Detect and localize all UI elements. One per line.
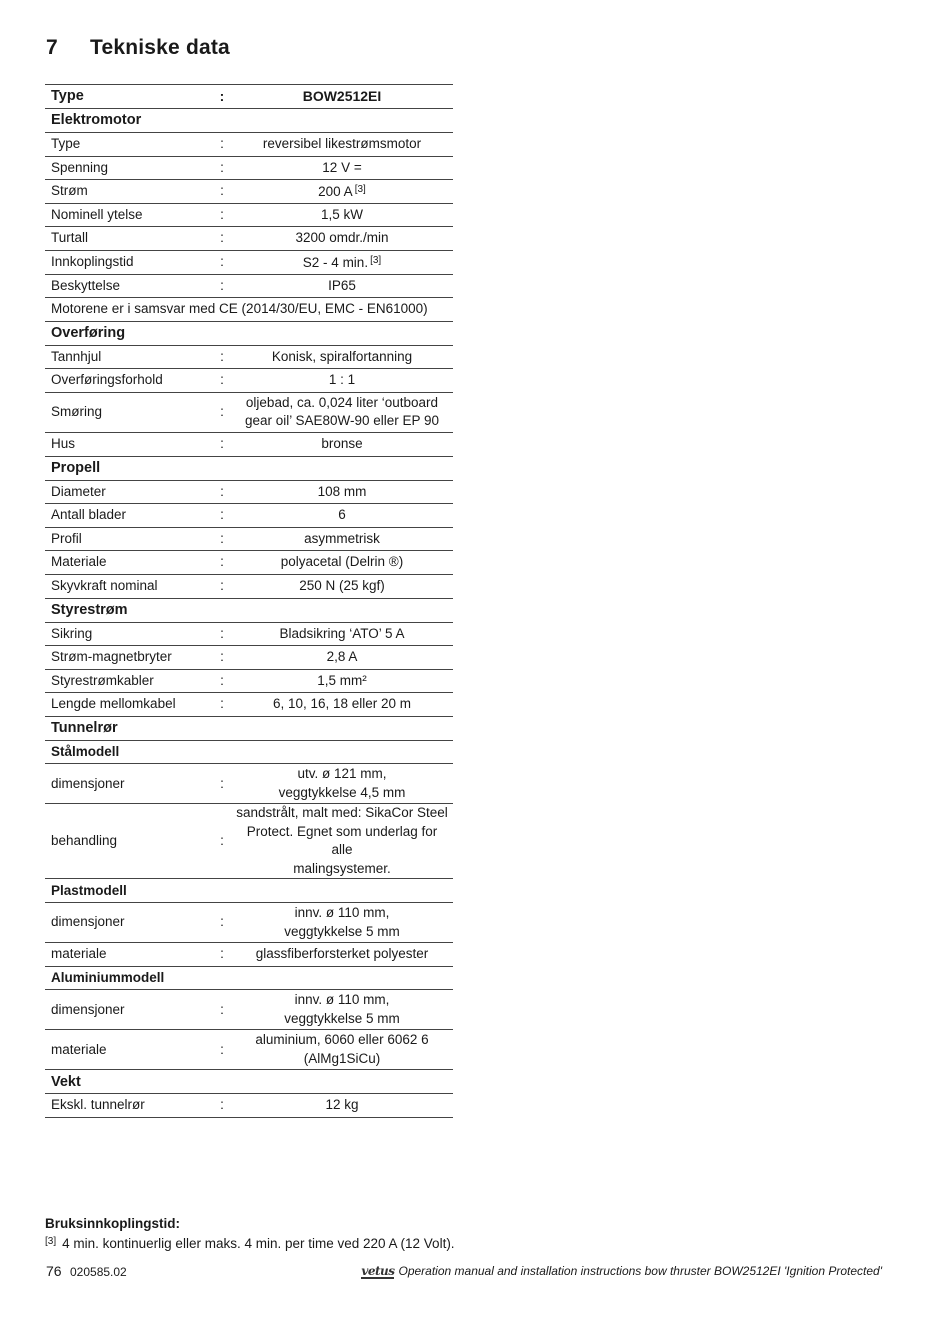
footnote-text: 4 min. kontinuerlig eller maks. 4 min. per time ved 220 A (12 Volt). bbox=[62, 1236, 455, 1251]
row-colon: : bbox=[220, 914, 224, 930]
row-label: dimensjoner bbox=[51, 914, 125, 930]
value-line: malingsystemer. bbox=[293, 860, 391, 876]
row-value: glassfiberforsterket polyester bbox=[255, 946, 429, 962]
table-row bbox=[45, 622, 453, 646]
table-row bbox=[45, 392, 453, 432]
subsection-title-plast: Plastmodell bbox=[51, 882, 127, 898]
row-colon: : bbox=[220, 206, 224, 222]
row-label: Ekskl. tunnelrør bbox=[51, 1097, 145, 1113]
section-row bbox=[45, 109, 453, 133]
section-title-vekt: Vekt bbox=[51, 1073, 81, 1090]
row-label: Turtall bbox=[51, 230, 89, 246]
row-label: Beskyttelse bbox=[51, 277, 121, 293]
row-colon: : bbox=[220, 530, 224, 546]
row-colon: : bbox=[220, 136, 224, 152]
footnote bbox=[45, 1236, 455, 1251]
ce-note: Motorene er i samsvar med CE (2014/30/EU, EMC - EN61000) bbox=[51, 301, 428, 317]
row-colon: : bbox=[220, 833, 224, 849]
value-line: innv. ø 110 mm, bbox=[294, 905, 390, 921]
section-number: 7 bbox=[46, 36, 58, 59]
row-colon: : bbox=[220, 348, 224, 364]
table-header-row bbox=[45, 85, 453, 109]
row-label: Antall blader bbox=[51, 507, 127, 523]
row-label: Skyvkraft nominal bbox=[51, 577, 158, 593]
row-value: 2,8 A bbox=[326, 649, 358, 665]
row-colon: : bbox=[220, 1001, 224, 1017]
table-row bbox=[45, 551, 453, 575]
row-value: 108 mm bbox=[317, 483, 367, 499]
row-colon: : bbox=[220, 507, 224, 523]
table-row bbox=[45, 432, 453, 456]
table-row bbox=[45, 274, 453, 298]
vetus-logo: vetus bbox=[361, 1264, 395, 1278]
subsection-title-stal: Stålmodell bbox=[51, 743, 120, 759]
row-colon: : bbox=[220, 159, 224, 175]
spec-table bbox=[45, 84, 453, 1118]
row-value: 6, 10, 16, 18 eller 20 m bbox=[272, 696, 412, 712]
row-label: Spenning bbox=[51, 159, 109, 175]
row-label: Nominell ytelse bbox=[51, 206, 143, 222]
row-colon: : bbox=[220, 483, 224, 499]
row-label: Innkoplingstid bbox=[51, 254, 134, 270]
footer-title-block bbox=[361, 1264, 882, 1279]
row-label: Type bbox=[51, 136, 81, 152]
row-colon: : bbox=[220, 775, 224, 791]
row-value: 3200 omdr./min bbox=[295, 230, 389, 246]
subsection-row bbox=[45, 879, 453, 903]
table-row bbox=[45, 1094, 453, 1118]
row-value: 1,5 kW bbox=[320, 206, 363, 222]
subsection-title-alu: Aluminiummodell bbox=[51, 969, 165, 985]
row-label: Lengde mellomkabel bbox=[51, 696, 176, 712]
row-value: 250 N (25 kgf) bbox=[299, 577, 385, 593]
row-colon: : bbox=[220, 1041, 224, 1057]
footer-title: Operation manual and installation instructions bow thruster BOW2512EI 'Ignition Protected' bbox=[398, 1264, 882, 1278]
row-value: Bladsikring ‘ATO’ 5 A bbox=[279, 625, 405, 641]
row-value: IP65 bbox=[328, 277, 356, 293]
footnote-ref: [3] bbox=[370, 255, 382, 267]
row-label: dimensjoner bbox=[51, 1001, 125, 1017]
value-line: oljebad, ca. 0,024 liter ‘outboard bbox=[245, 394, 439, 410]
table-row bbox=[45, 693, 453, 717]
row-value: 12 V = bbox=[322, 159, 362, 175]
section-row bbox=[45, 716, 453, 740]
value-line: veggtykkelse 4,5 mm bbox=[278, 784, 406, 800]
table-row bbox=[45, 250, 453, 274]
row-colon: : bbox=[220, 577, 224, 593]
row-colon: : bbox=[220, 277, 224, 293]
row-label: Profil bbox=[51, 530, 82, 546]
table-row bbox=[45, 156, 453, 180]
table-row bbox=[45, 369, 453, 393]
table-row bbox=[45, 203, 453, 227]
row-label: Tannhjul bbox=[51, 348, 102, 364]
row-value: 12 kg bbox=[325, 1097, 359, 1113]
row-colon: : bbox=[220, 554, 224, 570]
row-label: Strøm bbox=[51, 183, 88, 199]
table-row bbox=[45, 1030, 453, 1070]
value-line: veggtykkelse 5 mm bbox=[284, 1010, 400, 1026]
table-row bbox=[45, 527, 453, 551]
section-row bbox=[45, 598, 453, 622]
value-line: Protect. Egnet som underlag for alle bbox=[246, 823, 438, 858]
section-row bbox=[45, 456, 453, 480]
header-label: Type bbox=[51, 88, 84, 105]
row-value bbox=[231, 250, 453, 274]
footnote-title: Bruksinnkoplingstid: bbox=[45, 1216, 180, 1231]
section-title-styrestrom: Styrestrøm bbox=[51, 601, 128, 618]
row-colon: : bbox=[220, 946, 224, 962]
row-value bbox=[231, 903, 453, 943]
section-row bbox=[45, 321, 453, 345]
value-text: 200 A bbox=[318, 184, 353, 200]
row-colon: : bbox=[220, 1097, 224, 1113]
section-title-overforing: Overføring bbox=[51, 325, 126, 341]
row-value: reversibel likestrømsmotor bbox=[262, 136, 422, 152]
row-value: Konisk, spiralfortanning bbox=[271, 348, 413, 364]
value-line: veggtykkelse 5 mm bbox=[284, 923, 400, 939]
table-row bbox=[45, 804, 453, 879]
row-label: Smøring bbox=[51, 404, 103, 420]
row-colon: : bbox=[220, 183, 224, 199]
row-colon: : bbox=[220, 404, 224, 420]
value-line: aluminium, 6060 eller 6062 6 bbox=[255, 1032, 429, 1048]
table-row bbox=[45, 990, 453, 1030]
row-colon: : bbox=[220, 649, 224, 665]
row-colon: : bbox=[220, 372, 224, 388]
row-label: materiale bbox=[51, 1041, 107, 1057]
table-row bbox=[45, 764, 453, 804]
table-row bbox=[45, 669, 453, 693]
table-row bbox=[45, 574, 453, 598]
value-line: utv. ø 121 mm, bbox=[297, 766, 387, 782]
section-row bbox=[45, 1070, 453, 1094]
row-colon: : bbox=[220, 625, 224, 641]
page-heading bbox=[46, 36, 230, 60]
row-value bbox=[231, 180, 453, 204]
value-line: gear oil’ SAE80W-90 eller EP 90 bbox=[244, 413, 440, 429]
document-number: 020585.02 bbox=[70, 1265, 127, 1279]
table-row bbox=[45, 227, 453, 251]
footnote-ref: [3] bbox=[354, 184, 366, 196]
row-colon: : bbox=[220, 230, 224, 246]
row-label: dimensjoner bbox=[51, 775, 125, 791]
row-colon: : bbox=[220, 696, 224, 712]
page-footer bbox=[46, 1262, 882, 1282]
header-colon: : bbox=[219, 88, 225, 105]
header-model: BOW2512EI bbox=[302, 88, 382, 105]
table-row bbox=[45, 180, 453, 204]
value-line: (AlMg1SiCu) bbox=[303, 1050, 381, 1066]
row-label: Diameter bbox=[51, 483, 106, 499]
section-title: Tekniske data bbox=[90, 36, 230, 59]
page-number: 76 bbox=[46, 1263, 62, 1279]
table-row bbox=[45, 298, 453, 322]
row-label: Overføringsforhold bbox=[51, 372, 163, 388]
value-line: innv. ø 110 mm, bbox=[294, 992, 390, 1008]
row-value: 1,5 mm² bbox=[317, 672, 367, 688]
row-label: Materiale bbox=[51, 554, 107, 570]
section-title-elektromotor: Elektromotor bbox=[51, 112, 142, 129]
table-row bbox=[45, 903, 453, 943]
row-label: Strøm-magnetbryter bbox=[51, 649, 172, 665]
footnote-mark: [3] bbox=[45, 1236, 57, 1247]
row-value: 1 : 1 bbox=[328, 372, 356, 388]
value-text: S2 - 4 min. bbox=[302, 255, 369, 271]
row-value bbox=[231, 1030, 453, 1070]
section-title-tunnelror: Tunnelrør bbox=[51, 720, 118, 737]
row-label: behandling bbox=[51, 833, 118, 849]
row-label: Hus bbox=[51, 435, 76, 451]
table-row bbox=[45, 504, 453, 528]
row-colon: : bbox=[220, 672, 224, 688]
subsection-row bbox=[45, 966, 453, 990]
table-row bbox=[45, 133, 453, 157]
row-value: asymmetrisk bbox=[304, 530, 380, 546]
row-value bbox=[231, 392, 453, 432]
value-line: sandstrålt, malt med: SikaCor Steel bbox=[236, 805, 448, 821]
row-colon: : bbox=[220, 254, 224, 270]
row-value: bronse bbox=[321, 435, 363, 451]
row-colon: : bbox=[220, 435, 224, 451]
row-label: Sikring bbox=[51, 625, 93, 641]
row-value: 6 bbox=[338, 507, 346, 523]
table-row bbox=[45, 943, 453, 967]
section-title-propell: Propell bbox=[51, 459, 101, 476]
table-row bbox=[45, 646, 453, 670]
row-label: materiale bbox=[51, 946, 107, 962]
table-row bbox=[45, 480, 453, 504]
row-value bbox=[231, 764, 453, 804]
row-value bbox=[231, 804, 453, 879]
table-row bbox=[45, 345, 453, 369]
row-value bbox=[231, 990, 453, 1030]
subsection-row bbox=[45, 740, 453, 764]
row-value: polyacetal (Delrin ®) bbox=[280, 554, 404, 570]
row-label: Styrestrømkabler bbox=[51, 672, 154, 688]
